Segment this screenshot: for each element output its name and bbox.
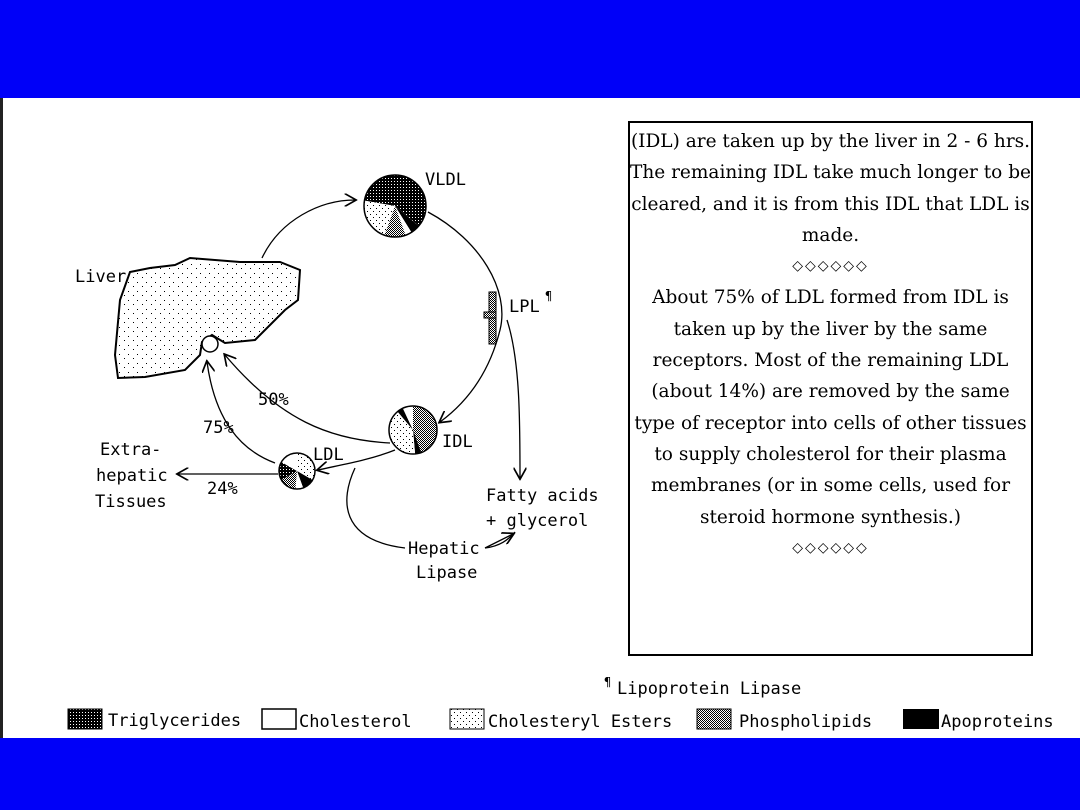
separator-diamonds-1: ◇◇◇◇◇◇ [792, 258, 869, 275]
label-fatty-acids-1: Fatty acids [486, 486, 599, 506]
label-extrahepatic-2: hepatic [96, 466, 168, 486]
label-vldl: VLDL [425, 170, 466, 190]
legend-label-cholesterol: Cholesterol [299, 712, 412, 732]
legend-label-apoproteins: Apoproteins [941, 712, 1054, 732]
explanation-paragraph-1: (IDL) are taken up by the liver in 2 - 6 hrs. The remaining IDL take much longer to be cleared, and it is from this IDL that LDL is made. [630, 131, 1031, 246]
arrow-idl-to-liver-50 [225, 355, 390, 443]
arrow-lpl-to-fatty-acids [507, 320, 520, 478]
label-ldl: LDL [313, 445, 344, 465]
liver-receptor-notch [202, 336, 218, 352]
legend [68, 709, 1054, 732]
label-lpl: LPL [509, 297, 540, 317]
footnote-mark: ¶ [604, 675, 612, 689]
label-extrahepatic-3: Tissues [95, 492, 167, 512]
legend-swatch-triglycerides [68, 709, 102, 729]
label-hepatic-lipase-2: Lipase [416, 563, 478, 583]
vldl-pie [364, 175, 426, 237]
label-extrahepatic-1: Extra- [100, 440, 162, 460]
ldl-pie [279, 453, 315, 489]
footnote-text: Lipoprotein Lipase [617, 679, 802, 699]
idl-pie [389, 406, 437, 454]
arrow-ldl-to-liver-75 [207, 362, 275, 463]
legend-label-cholesteryl-esters: Cholesteryl Esters [488, 712, 673, 732]
legend-label-phospholipids: Phospholipids [739, 712, 873, 732]
separator-diamonds-2: ◇◇◇◇◇◇ [792, 539, 869, 556]
lpl-enzyme-icon [484, 292, 496, 344]
label-fatty-acids-2: + glycerol [486, 511, 589, 531]
arrow-liver-to-vldl [262, 200, 355, 258]
legend-swatch-cholesterol [262, 709, 296, 729]
label-75-percent: 75% [203, 418, 234, 438]
explanation-text-box [628, 121, 1033, 656]
legend-swatch-cholesteryl-esters [450, 709, 484, 729]
arrow-hepatic-lipase [347, 468, 515, 548]
label-24-percent: 24% [207, 479, 238, 499]
legend-swatch-phospholipids [697, 709, 731, 729]
label-liver: Liver [75, 267, 127, 287]
legend-label-triglycerides: Triglycerides [108, 711, 242, 731]
label-lpl-mark: ¶ [545, 289, 553, 303]
legend-swatch-apoproteins [903, 709, 939, 729]
label-hepatic-lipase-1: Hepatic [408, 539, 480, 559]
explanation-paragraph-2: About 75% of LDL formed from IDL is taken up by the liver by the same receptors. Most of the remaining LDL (about 14%) are removed by the same type of receptor into cells of other tissues to supply cholesterol for their plasma membranes (or in some cells, used for steroid hormone synthesis.) [634, 287, 1027, 528]
liver-shape [115, 258, 300, 378]
label-idl: IDL [442, 432, 473, 452]
label-50-percent: 50% [258, 390, 289, 410]
